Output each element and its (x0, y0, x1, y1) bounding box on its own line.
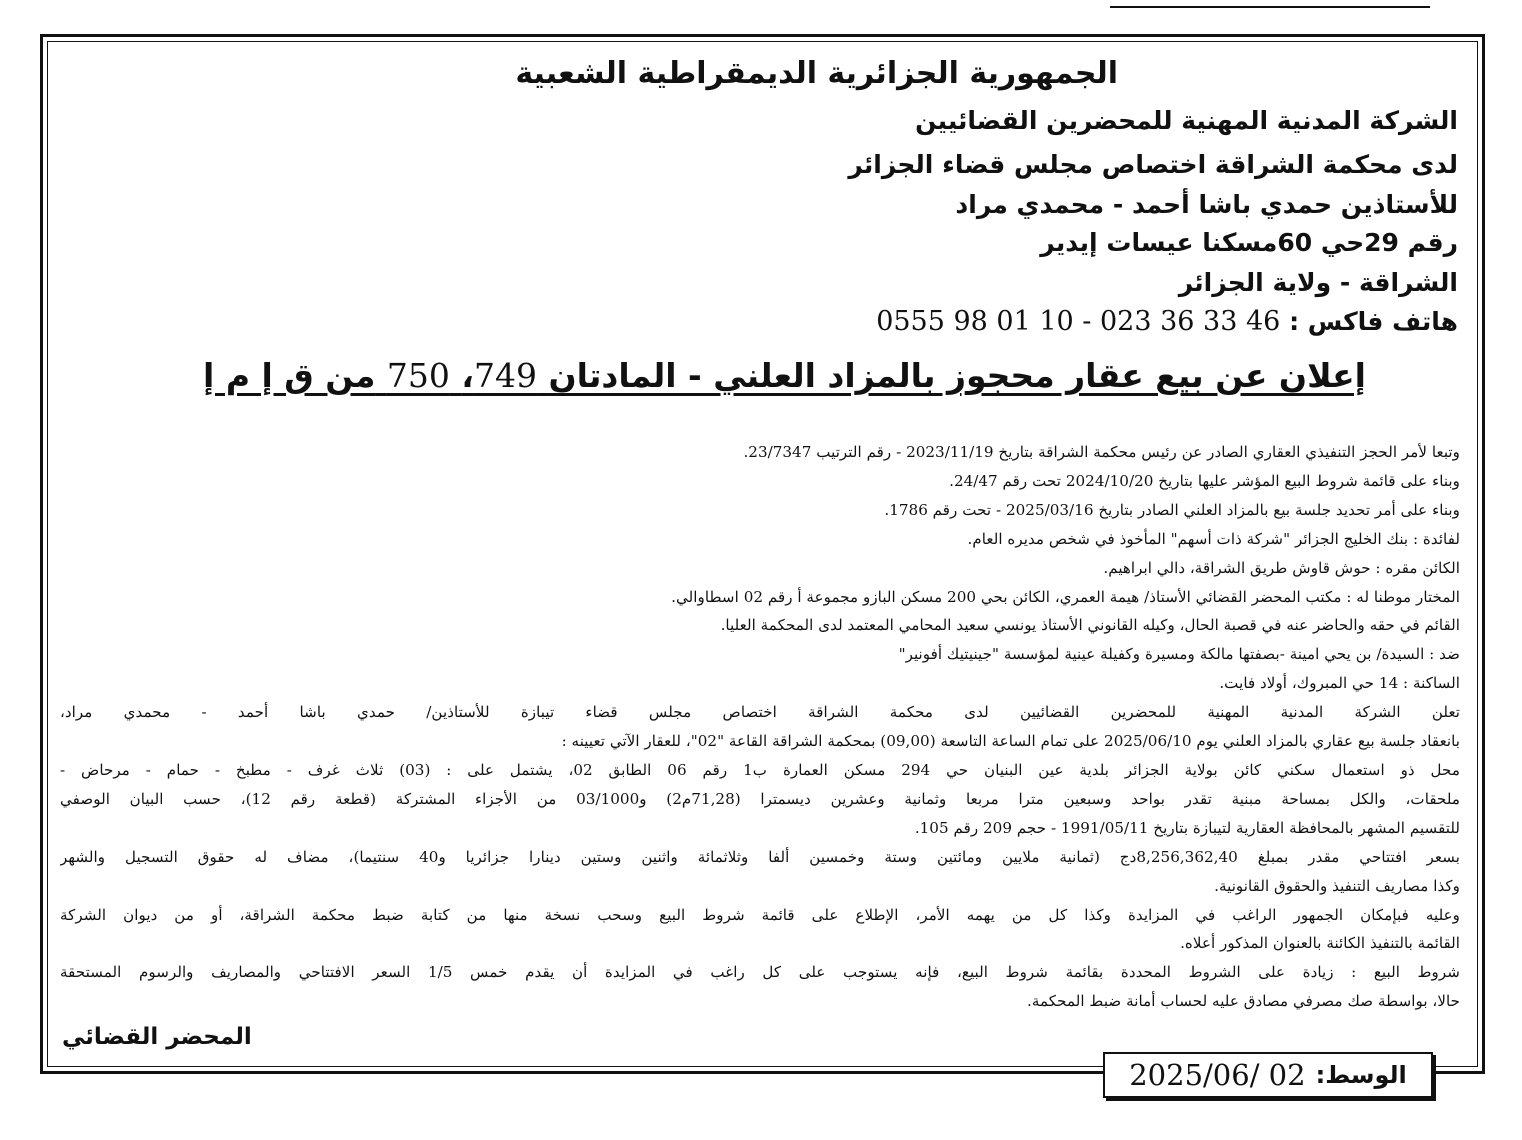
body-line: حالا، بواسطة صك مصرفي مصادق عليه لحساب أمانة ضبط المحكمة. (1027, 992, 1460, 1011)
body-line: الساكنة : 14 حي المبروك، أولاد فايت. (1219, 674, 1460, 693)
body-line: وكذا مصاريف التنفيذ والحقوق القانونية. (1214, 876, 1460, 895)
body-line: القائمة بالتنفيذ الكائنة بالعنوان المذكور أعلاه. (1180, 934, 1460, 953)
body-line: لفائدة : بنك الخليج الجزائر "شركة ذات أسهم" المأخوذ في شخص مديره العام. (967, 529, 1460, 548)
title-separator: ، (461, 356, 474, 395)
body-line: القائم في حقه والحاضر عنه في قصبة الحال، وكيله القانوني الأستاذ يونسي سعيد المحامي المعتمد لدى المحكمة العليا. (720, 616, 1460, 635)
office-address: رقم 29حي 60مسكنا عيسات إيدير (1040, 228, 1458, 257)
company-name: الشركة المدنية المهنية للمحضرين القضائيين (915, 106, 1458, 135)
body-line: وعليه فبإمكان الجمهور الراغب في المزايدة وكذا كل من يهمه الأمر، الإطلاع على قائمة شروط البيع وسحب نسخة منها من كتابة ضبط محكمة الشراقة، أو من ديوان الشركة (60, 905, 1460, 924)
article-749: 749 (473, 356, 537, 395)
phone-label: هاتف فاكس : (1289, 307, 1458, 336)
top-rule (1110, 0, 1430, 8)
office-city: الشراقة - ولاية الجزائر (1178, 268, 1458, 297)
article-750: 750 (386, 356, 450, 395)
title-prefix: إعلان عن بيع عقار محجوز بالمزاد العلني - المادتان (548, 356, 1366, 395)
body-line: الكائن مقره : حوش قاوش طريق الشراقة، دالي ابراهيم. (1103, 558, 1460, 577)
bailiff-signature: المحضر القضائي (62, 1024, 252, 1050)
body-line: وتبعا لأمر الحجز التنفيذي العقاري الصادر عن رئيس محكمة الشراقة بتاريخ 2023/11/19 - رقم الترتيب 23/7347. (743, 443, 1460, 461)
bailiff-names: للأستاذين حمدي باشا أحمد - محمدي مراد (955, 190, 1458, 219)
body-line: شروط البيع : زيادة على الشروط المحددة بقائمة شروط البيع، فإنه يستوجب على كل راغب في المزايدة أن يقدم خمس 1/5 السعر الافتتاحي والمصاريف والرسوم المستحقة (60, 963, 1460, 982)
body-line: بسعر افتتاحي مقدر بمبلغ 8,256,362,40دج (ثمانية ملايين ومائتين وستة وخمسين ألفا وثلاثمائة واثنين وستين دينارا جزائريا و40 سنتيما)، مضاف له حقوق التسجيل والشهر (60, 847, 1460, 866)
court-jurisdiction: لدى محكمة الشراقة اختصاص مجلس قضاء الجزائر (848, 150, 1458, 179)
phone-fax (876, 306, 1458, 337)
body-line: وبناء على قائمة شروط البيع المؤشر عليها بتاريخ 2024/10/20 تحت رقم 24/47. (949, 471, 1460, 490)
newspaper-name: الوسط: (1315, 1061, 1407, 1089)
newspaper-date-box (1103, 1052, 1433, 1098)
announcement-body (60, 438, 1460, 1016)
phone-number: 0555 98 01 10 - 023 36 33 46 (876, 306, 1281, 337)
body-line: وبناء على أمر تحديد جلسة بيع بالمزاد العلني الصادر بتاريخ 2025/03/16 - تحت رقم 1786. (884, 500, 1460, 519)
title-suffix: من ق إ م إ (203, 356, 376, 395)
body-line: المختار موطنا له : مكتب المحضر القضائي الأستاذ/ هيمة العمري، الكائن بحي 200 مسكن البازو مجموعة أ رقم 02 اسطاوالي. (671, 587, 1460, 606)
body-line: محل ذو استعمال سكني كائن بولاية الجزائر بلدية عين البنيان حي 294 مسكن العمارة ب1 رقم 06 الطابق 02، يشتمل على : (03) ثلاث غرف - مطبخ - حمام - مرحاض - (60, 760, 1460, 779)
announcement-title (203, 356, 1366, 395)
body-line: ضد : السيدة/ بن يحي امينة -بصفتها مالكة ومسيرة وكفيلة عينية لمؤسسة "جينيتيك أفونير" (898, 645, 1460, 664)
body-line: بانعقاد جلسة بيع عقاري بالمزاد العلني يوم 2025/06/10 على تمام الساعة التاسعة (09,00) بمحكمة الشراقة القاعة "02"، للعقار الآتي تعيينه : (561, 732, 1460, 751)
body-line: للتقسيم المشهر بالمحافظة العقارية لتيبازة بتاريخ 1991/05/11 - حجم 209 رقم 105. (914, 818, 1460, 837)
publication-date: 2025/06/ 02 (1129, 1058, 1306, 1092)
body-line: تعلن الشركة المدنية المهنية للمحضرين القضائيين لدى محكمة الشراقة اختصاص مجلس قضاء تيبازة للأستاذين/ حمدي باشا أحمد - محمدي مراد، (60, 703, 1460, 722)
republic-heading: الجمهورية الجزائرية الديمقراطية الشعبية (515, 56, 1118, 91)
body-line: ملحقات، والكل بمساحة مبنية تقدر بواحد وسبعين مترا مربعا وثمانية وعشرين ديسمترا (71,28م2) و03/1000 من الأجزاء المشتركة (قطعة رقم 12)، حسب البيان الوصفي (60, 789, 1460, 808)
